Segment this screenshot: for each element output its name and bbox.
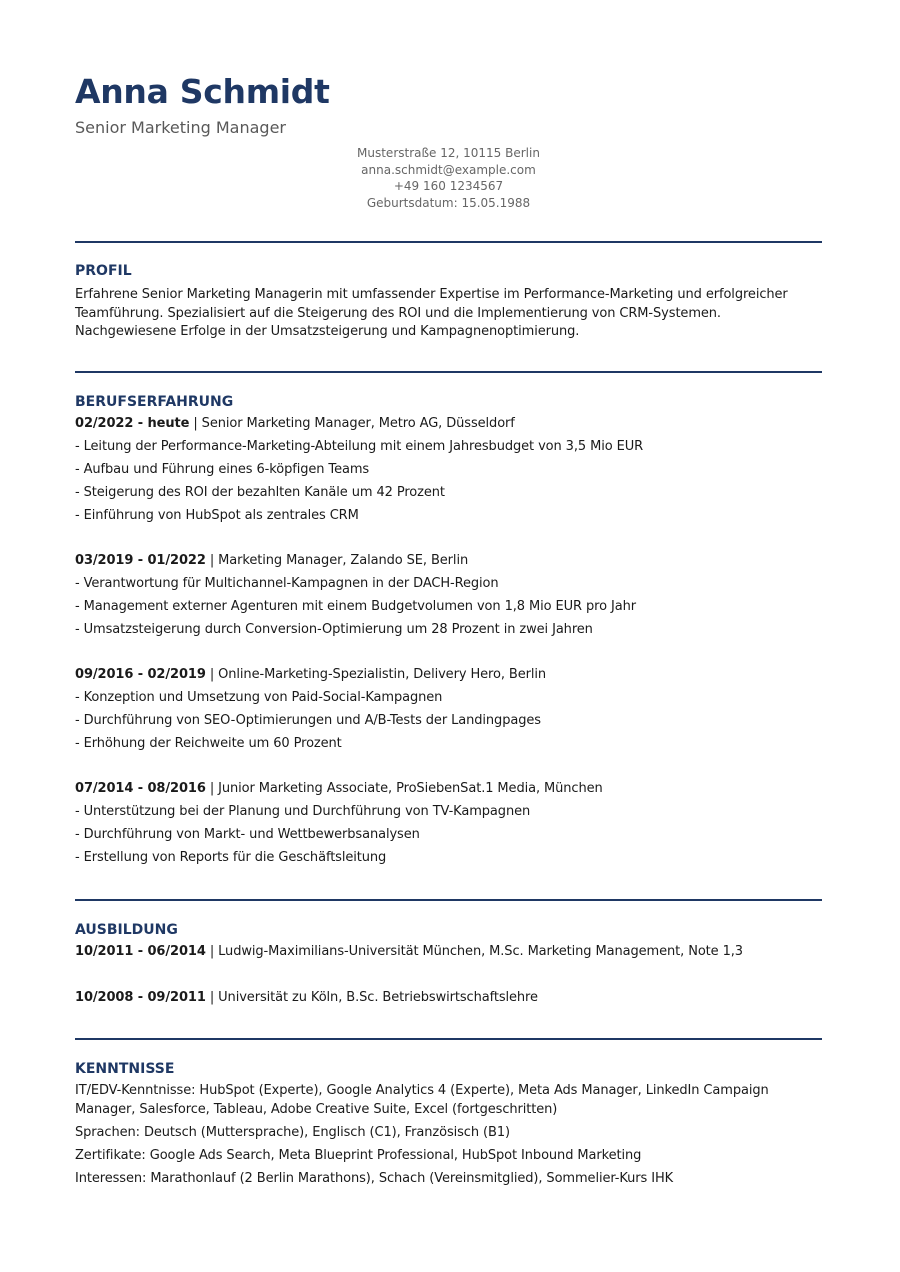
profile-heading: PROFIL [75,263,132,279]
section-divider [75,371,822,373]
job-bullet: - Konzeption und Umsetzung von Paid-Social-Kampagnen [75,689,443,705]
job-bullet: - Unterstützung bei der Planung und Durchführung von TV-Kampagnen [75,803,531,819]
job-bullet: - Erstellung von Reports für die Geschäftsleitung [75,849,387,865]
job-period: 02/2022 - heute [75,415,190,431]
job-header [75,777,822,800]
education-period: 10/2011 - 06/2014 [75,943,206,959]
profile-text: Erfahrene Senior Marketing Managerin mit umfassender Expertise im Performance-Marketing und erfolgreicher Teamführung. Spezialisiert auf die Steigerung des ROI und die Implementierung von CRM-Systemen. Nachgewiesene Erfolge in der Umsatzsteigerung und Kampagnenoptimierung. [75,287,788,339]
job-role: | Marketing Manager, Zalando SE, Berlin [205,552,469,568]
job-header [75,549,822,572]
job-header [75,663,822,686]
job-bullet: - Leitung der Performance-Marketing-Abteilung mit einem Jahresbudget von 3,5 Mio EUR [75,438,644,454]
skills-section [75,1060,822,1188]
education-period: 10/2008 - 09/2011 [75,989,206,1005]
job-period: 07/2014 - 08/2016 [75,780,206,796]
contact-phone: +49 160 1234567 [393,179,504,193]
job-bullet: - Einführung von HubSpot als zentrales CRM [75,507,359,523]
contact-birthdate: Geburtsdatum: 15.05.1988 [366,195,531,210]
job-bullet: - Umsatzsteigerung durch Conversion-Optimierung um 28 Prozent in zwei Jahren [75,621,593,637]
job-header [75,412,822,435]
job-period: 09/2016 - 02/2019 [75,666,206,682]
education-text: | Ludwig-Maximilians-Universität München, M.Sc. Marketing Management, Note 1,3 [205,943,743,959]
education-entry [75,940,822,963]
job-role: | Senior Marketing Manager, Metro AG, Düsseldorf [189,415,515,431]
education-section [75,921,822,1009]
contact-email: anna.schmidt@example.com [361,162,536,177]
contact-block [75,145,822,211]
skill-line: Sprachen: Deutsch (Muttersprache), Englisch (C1), Französisch (B1) [75,1124,510,1140]
skill-line: Interessen: Marathonlauf (2 Berlin Marathons), Schach (Vereinsmitglied), Sommelier-Kurs IHK [75,1170,674,1186]
job-bullet: - Erhöhung der Reichweite um 60 Prozent [75,735,342,751]
job-entry [75,663,822,755]
skill-line: IT/EDV-Kenntnisse: HubSpot (Experte), Google Analytics 4 (Experte), Meta Ads Manager, LinkedIn Campaign Manager, Salesforce, Tableau, Adobe Creative Suite, Excel (fortgeschritten) [75,1082,769,1117]
job-bullet: - Verantwortung für Multichannel-Kampagnen in der DACH-Region [75,575,499,591]
skills-heading: KENNTNISSE [75,1060,175,1077]
section-divider [75,241,822,243]
candidate-title: Senior Marketing Manager [75,118,286,137]
job-bullet: - Durchführung von SEO-Optimierungen und A/B-Tests der Landingpages [75,712,541,728]
job-bullet: - Steigerung des ROI der bezahlten Kanäle um 42 Prozent [75,484,445,500]
education-heading: AUSBILDUNG [75,921,178,938]
job-bullet: - Aufbau und Führung eines 6-köpfigen Teams [75,461,370,477]
experience-section [75,393,822,869]
job-role: | Junior Marketing Associate, ProSiebenSat.1 Media, München [205,780,603,796]
job-entry [75,777,822,869]
job-period: 03/2019 - 01/2022 [75,552,206,568]
job-bullet: - Durchführung von Markt- und Wettbewerbsanalysen [75,826,420,842]
education-text: | Universität zu Köln, B.Sc. Betriebswirtschaftslehre [205,989,538,1005]
job-bullet: - Management externer Agenturen mit einem Budgetvolumen von 1,8 Mio EUR pro Jahr [75,598,636,614]
job-entry [75,412,822,527]
education-entry [75,986,822,1009]
education-line [75,986,822,1009]
skill-line: Zertifikate: Google Ads Search, Meta Blueprint Professional, HubSpot Inbound Marketing [75,1147,642,1163]
job-role: | Online-Marketing-Spezialistin, Delivery Hero, Berlin [205,666,547,682]
section-divider [75,899,822,901]
experience-heading: BERUFSERFAHRUNG [75,393,234,410]
profile-section [75,262,822,342]
section-divider [75,1038,822,1040]
candidate-name: Anna Schmidt [75,72,330,111]
contact-address: Musterstraße 12, 10115 Berlin [357,146,540,160]
education-line [75,940,822,963]
job-entry [75,549,822,641]
